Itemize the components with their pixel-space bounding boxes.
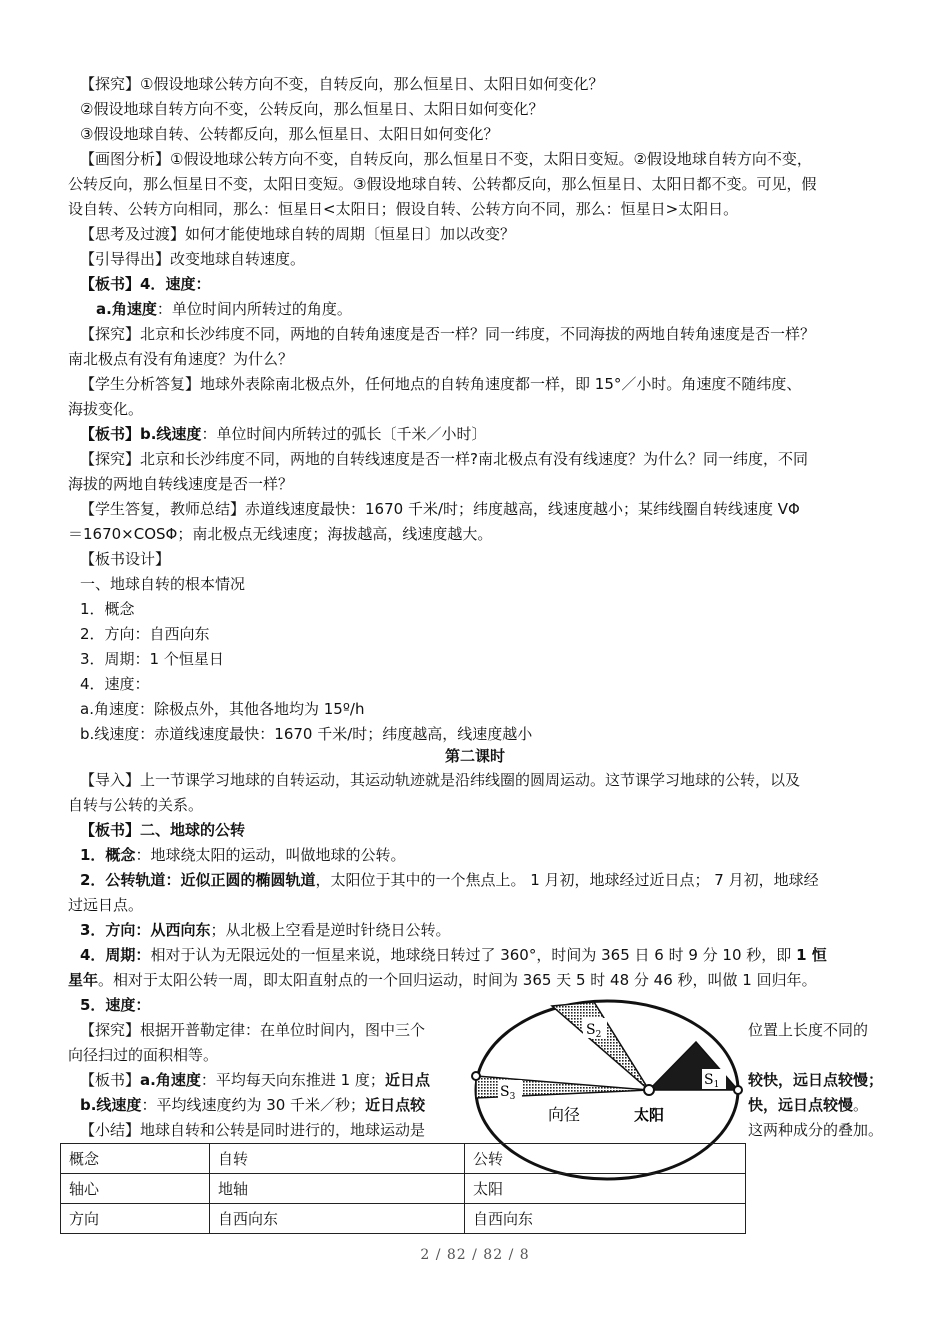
text-line: 4．速度：	[80, 675, 150, 693]
term: 3．方向：从西向东	[80, 921, 211, 939]
term: 快，远日点较慢	[748, 1096, 854, 1114]
page-number: 2 / 82 / 82 / 8	[420, 1247, 530, 1263]
term: 近日点较	[365, 1096, 426, 1114]
term: 【板书】b.线速度	[80, 425, 202, 443]
text-line	[80, 424, 486, 444]
definition: 。相对于太阳公转一周，即太阳直射点的一个回归运动，时间为 365 天 5 时 48 分 46 秒，叫做 1 回归年。	[98, 971, 817, 989]
text-line	[80, 920, 450, 940]
text-line: 【板书设计】	[80, 550, 171, 568]
text-line	[80, 945, 827, 965]
term: a.角速度	[140, 1071, 201, 1089]
label-s3: $S_3$	[500, 1084, 516, 1102]
text-line: b.线速度：赤道线速度最快：1670 千米/时；纬度越高，线速度越小	[80, 725, 533, 743]
text-line: 【思考及过渡】如何才能使地球自转的周期〔恒星日〕加以改变？	[80, 225, 516, 243]
term: 1 恒	[796, 946, 827, 964]
text-line: 过远日点。	[68, 896, 144, 914]
text-line	[68, 970, 817, 990]
comparison-table	[60, 1143, 746, 1234]
table-row	[61, 1144, 746, 1174]
radius-vector-label: 向径	[548, 1105, 581, 1124]
text-line: 南北极点有没有角速度？为什么？	[68, 350, 294, 368]
table-row	[61, 1204, 746, 1234]
text-line: 向径扫过的面积相等。	[68, 1046, 219, 1064]
label: 【板书】	[80, 1071, 141, 1089]
text-line: 【探究】北京和长沙纬度不同，两地的自转线速度是否一样?南北极点有没有线速度？为什么？同一纬度，不同	[80, 450, 808, 468]
table-cell: 轴心	[61, 1174, 210, 1204]
text-line: 设自转、公转方向相同，那么：恒星日<太阳日；假设自转、公转方向不同，那么：恒星日>太阳日。	[68, 200, 739, 218]
text-line	[80, 1070, 430, 1090]
text-line	[80, 1095, 425, 1115]
text-line: 【探究】根据开普勒定律：在单位时间内，图中三个	[80, 1021, 426, 1039]
text-line	[748, 1095, 868, 1115]
text-line: 【导入】上一节课学习地球的自转运动，其运动轨迹就是沿纬线圈的圆周运动。这节课学习地球的公转，以及	[80, 771, 801, 789]
text-line: ＝1670×COSΦ；南北极点无线速度；海拔越高，线速度越大。	[68, 525, 493, 543]
term: 近日点	[384, 1071, 430, 1089]
text-line: 【引导得出】改变地球自转速度。	[80, 250, 306, 268]
definition: ：平均线速度约为 30 千米／秒；	[141, 1096, 366, 1114]
definition: 相对于认为无限远处的一恒星来说，地球绕日转过了 360°，时间为 365 日 6 时 9 分 10 秒，即	[150, 946, 797, 964]
text-line: 一、地球自转的根本情况	[80, 575, 246, 593]
text-line: 海拔的两地自转线速度是否一样？	[68, 475, 294, 493]
text-line: ②假设地球自转方向不变，公转反向，那么恒星日、太阳日如何变化？	[80, 100, 544, 118]
text-line: 【小结】地球自转和公转是同时进行的，地球运动是	[80, 1121, 426, 1139]
term: 4．周期：	[80, 946, 151, 964]
text-line	[96, 299, 352, 319]
sun-label: 太阳	[634, 1106, 665, 1124]
table-cell: 自西向东	[210, 1204, 465, 1234]
term: b.线速度	[80, 1096, 142, 1114]
section-title: 第二课时	[444, 747, 505, 765]
board-heading: 【板书】二、地球的公转	[80, 821, 246, 839]
definition: ，太阳位于其中的一个焦点上。 1 月初，地球经过近日点； 7 月初，地球经	[315, 871, 819, 889]
text-line: 3．周期：1 个恒星日	[80, 650, 224, 668]
table-row	[61, 1174, 746, 1204]
text-line: 【探究】①假设地球公转方向不变，自转反向，那么恒星日、太阳日如何变化？	[80, 75, 604, 93]
label-s2: $S_2$	[586, 1022, 602, 1040]
term: 2．公转轨道：近似正圆的椭圆轨道	[80, 871, 316, 889]
text-line: 【画图分析】①假设地球公转方向不变，自转反向，那么恒星日不变，太阳日变短。②假设地球自转方向不变，	[80, 150, 812, 168]
text-line: 【探究】北京和长沙纬度不同，两地的自转角速度是否一样？同一纬度，不同海拔的两地自转角速度是否一样？	[80, 325, 816, 343]
table-cell: 地轴	[210, 1174, 465, 1204]
table-cell: 自西向东	[465, 1204, 746, 1234]
earth-position-icon	[734, 1086, 742, 1094]
text-line: 1．概念	[80, 600, 135, 618]
term: 星年	[68, 971, 99, 989]
text-line	[80, 845, 405, 865]
term: 1．概念	[80, 846, 136, 864]
punctuation: 。	[853, 1096, 869, 1114]
table-cell: 公转	[465, 1144, 746, 1174]
board-heading: 【板书】4．速度：	[80, 275, 211, 293]
text-line: 2．方向：自西向东	[80, 625, 210, 643]
definition: ：单位时间内所转过的弧长〔千米／小时〕	[201, 425, 487, 443]
board-heading: 5．速度：	[80, 996, 151, 1014]
text-line: 自转与公转的关系。	[68, 796, 204, 814]
text-line: 【学生答复，教师总结】赤道线速度最快：1670 千米/时；纬度越高，线速度越小；某纬线圈自转线速度 VΦ	[80, 500, 800, 518]
text-line: 公转反向，那么恒星日不变，太阳日变短。③假设地球自转、公转都反向，那么恒星日、太阳日都不变。可见，假	[68, 175, 817, 193]
table-cell: 太阳	[465, 1174, 746, 1204]
text-line: a.角速度：除极点外，其他各地均为 15º/h	[80, 700, 365, 718]
text-line: 【学生分析答复】地球外表除南北极点外，任何地点的自转角速度都一样，即 15°／小时。角速度不随纬度、	[80, 375, 802, 393]
sun-icon	[644, 1085, 654, 1095]
table-cell: 概念	[61, 1144, 210, 1174]
text-line: ③假设地球自转、公转都反向，那么恒星日、太阳日如何变化？	[80, 125, 499, 143]
label-s1: $S_1$	[704, 1072, 720, 1090]
text-line	[80, 870, 819, 890]
table-cell: 方向	[61, 1204, 210, 1234]
table-cell: 自转	[210, 1144, 465, 1174]
text-line: 海拔变化。	[68, 400, 144, 418]
definition: ；从北极上空看是逆时针绕日公转。	[210, 921, 451, 939]
text-line: 这两种成分的叠加。	[748, 1121, 884, 1139]
definition: ：地球绕太阳的运动，叫做地球的公转。	[135, 846, 406, 864]
definition: ：单位时间内所转过的角度。	[156, 300, 352, 318]
text-line: 较快，远日点较慢；	[748, 1071, 884, 1089]
term: a.角速度	[96, 300, 157, 318]
text-line: 位置上长度不同的	[748, 1021, 869, 1039]
definition: ：平均每天向东推进 1 度；	[200, 1071, 385, 1089]
earth-position-icon	[472, 1072, 480, 1080]
